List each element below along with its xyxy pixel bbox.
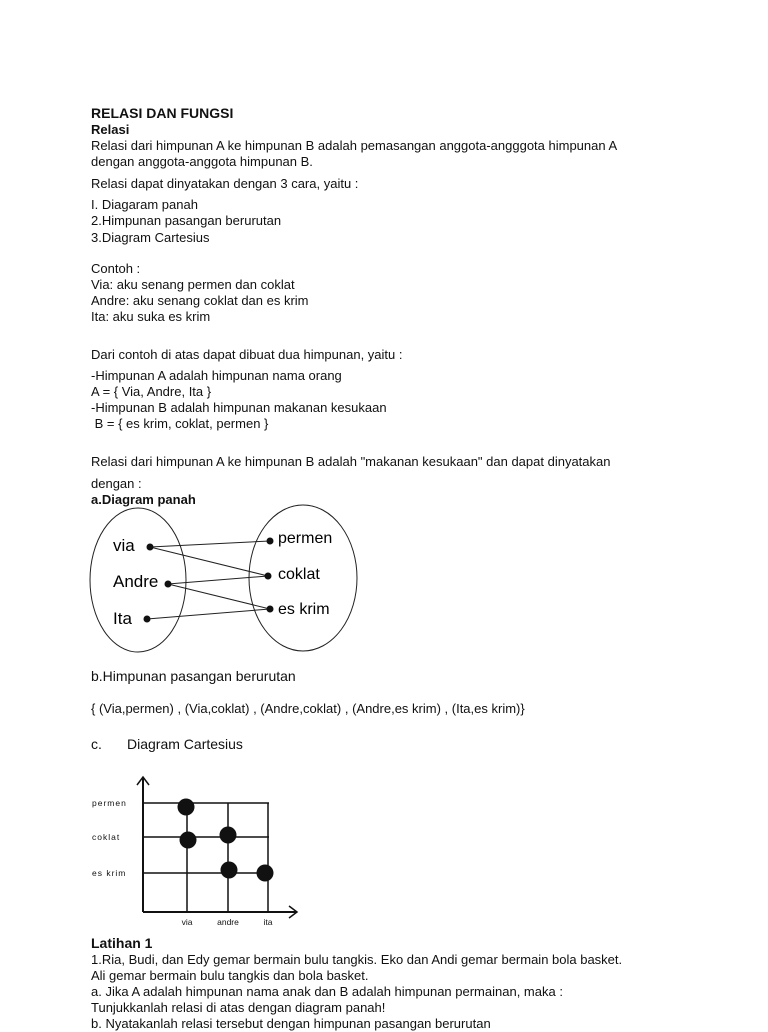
relation-text-line-1: Relasi dari himpunan A ke himpunan B adalah "makanan kesukaan" dan dapat dinyatakan xyxy=(91,454,611,469)
way-item-2: 2.Himpunan pasangan berurutan xyxy=(91,213,282,228)
set-a-label-ita: Ita xyxy=(113,609,132,628)
data-point-via-coklat xyxy=(180,832,197,849)
set-b-label-permen: permen xyxy=(278,530,333,547)
sets-intro: Dari contoh di atas dapat dibuat dua himpunan, yaitu : xyxy=(91,347,403,362)
cartesius-heading: Diagram Cartesius xyxy=(127,736,243,752)
x-tick-label: andre xyxy=(217,917,239,927)
y-tick-label: es krim xyxy=(92,868,127,878)
data-point-via-permen xyxy=(178,799,195,816)
exercise-line-5: b. Nyatakanlah relasi tersebut dengan himpunan pasangan berurutan xyxy=(91,1016,491,1031)
set-line-2: A = { Via, Andre, Ita } xyxy=(91,384,212,399)
example-label: Contoh : xyxy=(91,261,141,276)
set-line-3: -Himpunan B adalah himpunan makanan kesukaan xyxy=(91,400,387,415)
set-line-4: B = { es krim, coklat, permen } xyxy=(91,416,269,431)
cartesius-letter: c. xyxy=(91,736,102,752)
exercise-line-4: Tunjukkanlah relasi di atas dengan diagram panah! xyxy=(91,1000,386,1015)
set-b-label-eskrim: es krim xyxy=(278,601,330,618)
section-title-relasi: Relasi xyxy=(91,122,130,137)
example-line-2: Andre: aku senang coklat dan es krim xyxy=(91,293,309,308)
set-a-label-andre: Andre xyxy=(113,572,159,591)
ordered-pairs-heading: b.Himpunan pasangan berurutan xyxy=(91,668,296,684)
y-tick-label: coklat xyxy=(92,832,121,842)
x-tick-label: ita xyxy=(263,917,273,927)
example-line-3: Ita: aku suka es krim xyxy=(91,309,211,324)
example-line-1: Via: aku senang permen dan coklat xyxy=(91,277,295,292)
exercise-heading: Latihan 1 xyxy=(91,935,153,951)
data-point-andre-es-krim xyxy=(221,862,238,879)
data-point-andre-coklat xyxy=(220,827,237,844)
exercise-line-3: a. Jika A adalah himpunan nama anak dan B adalah himpunan permainan, maka : xyxy=(91,984,563,999)
way-item-3: 3.Diagram Cartesius xyxy=(91,230,210,245)
set-b-label-coklat: coklat xyxy=(278,566,320,583)
exercise-line-2: Ali gemar bermain bulu tangkis dan bola basket. xyxy=(91,968,369,983)
definition-line-2: dengan anggota-anggota himpunan B. xyxy=(91,154,313,169)
ordered-pairs-set: { (Via,permen) , (Via,coklat) , (Andre,coklat) , (Andre,es krim) , (Ita,es krim)} xyxy=(91,701,525,716)
exercise-line-1: 1.Ria, Budi, dan Edy gemar bermain bulu tangkis. Eko dan Andi gemar bermain bola basket. xyxy=(91,952,623,967)
x-tick-label: via xyxy=(181,917,193,927)
page-title: RELASI DAN FUNGSI xyxy=(91,105,234,121)
data-point-ita-es-krim xyxy=(257,865,274,882)
way-item-1: I. Diagaram panah xyxy=(91,197,198,212)
y-tick-label: permen xyxy=(92,798,127,808)
ways-intro: Relasi dapat dinyatakan dengan 3 cara, yaitu : xyxy=(91,176,359,191)
set-a-label-via: via xyxy=(113,536,135,555)
relation-text-line-2: dengan : xyxy=(91,476,142,491)
arrow-diagram-heading: a.Diagram panah xyxy=(91,492,196,507)
set-line-1: -Himpunan A adalah himpunan nama orang xyxy=(91,368,342,383)
definition-line-1: Relasi dari himpunan A ke himpunan B adalah pemasangan anggota-angggota himpunan A xyxy=(91,138,618,153)
